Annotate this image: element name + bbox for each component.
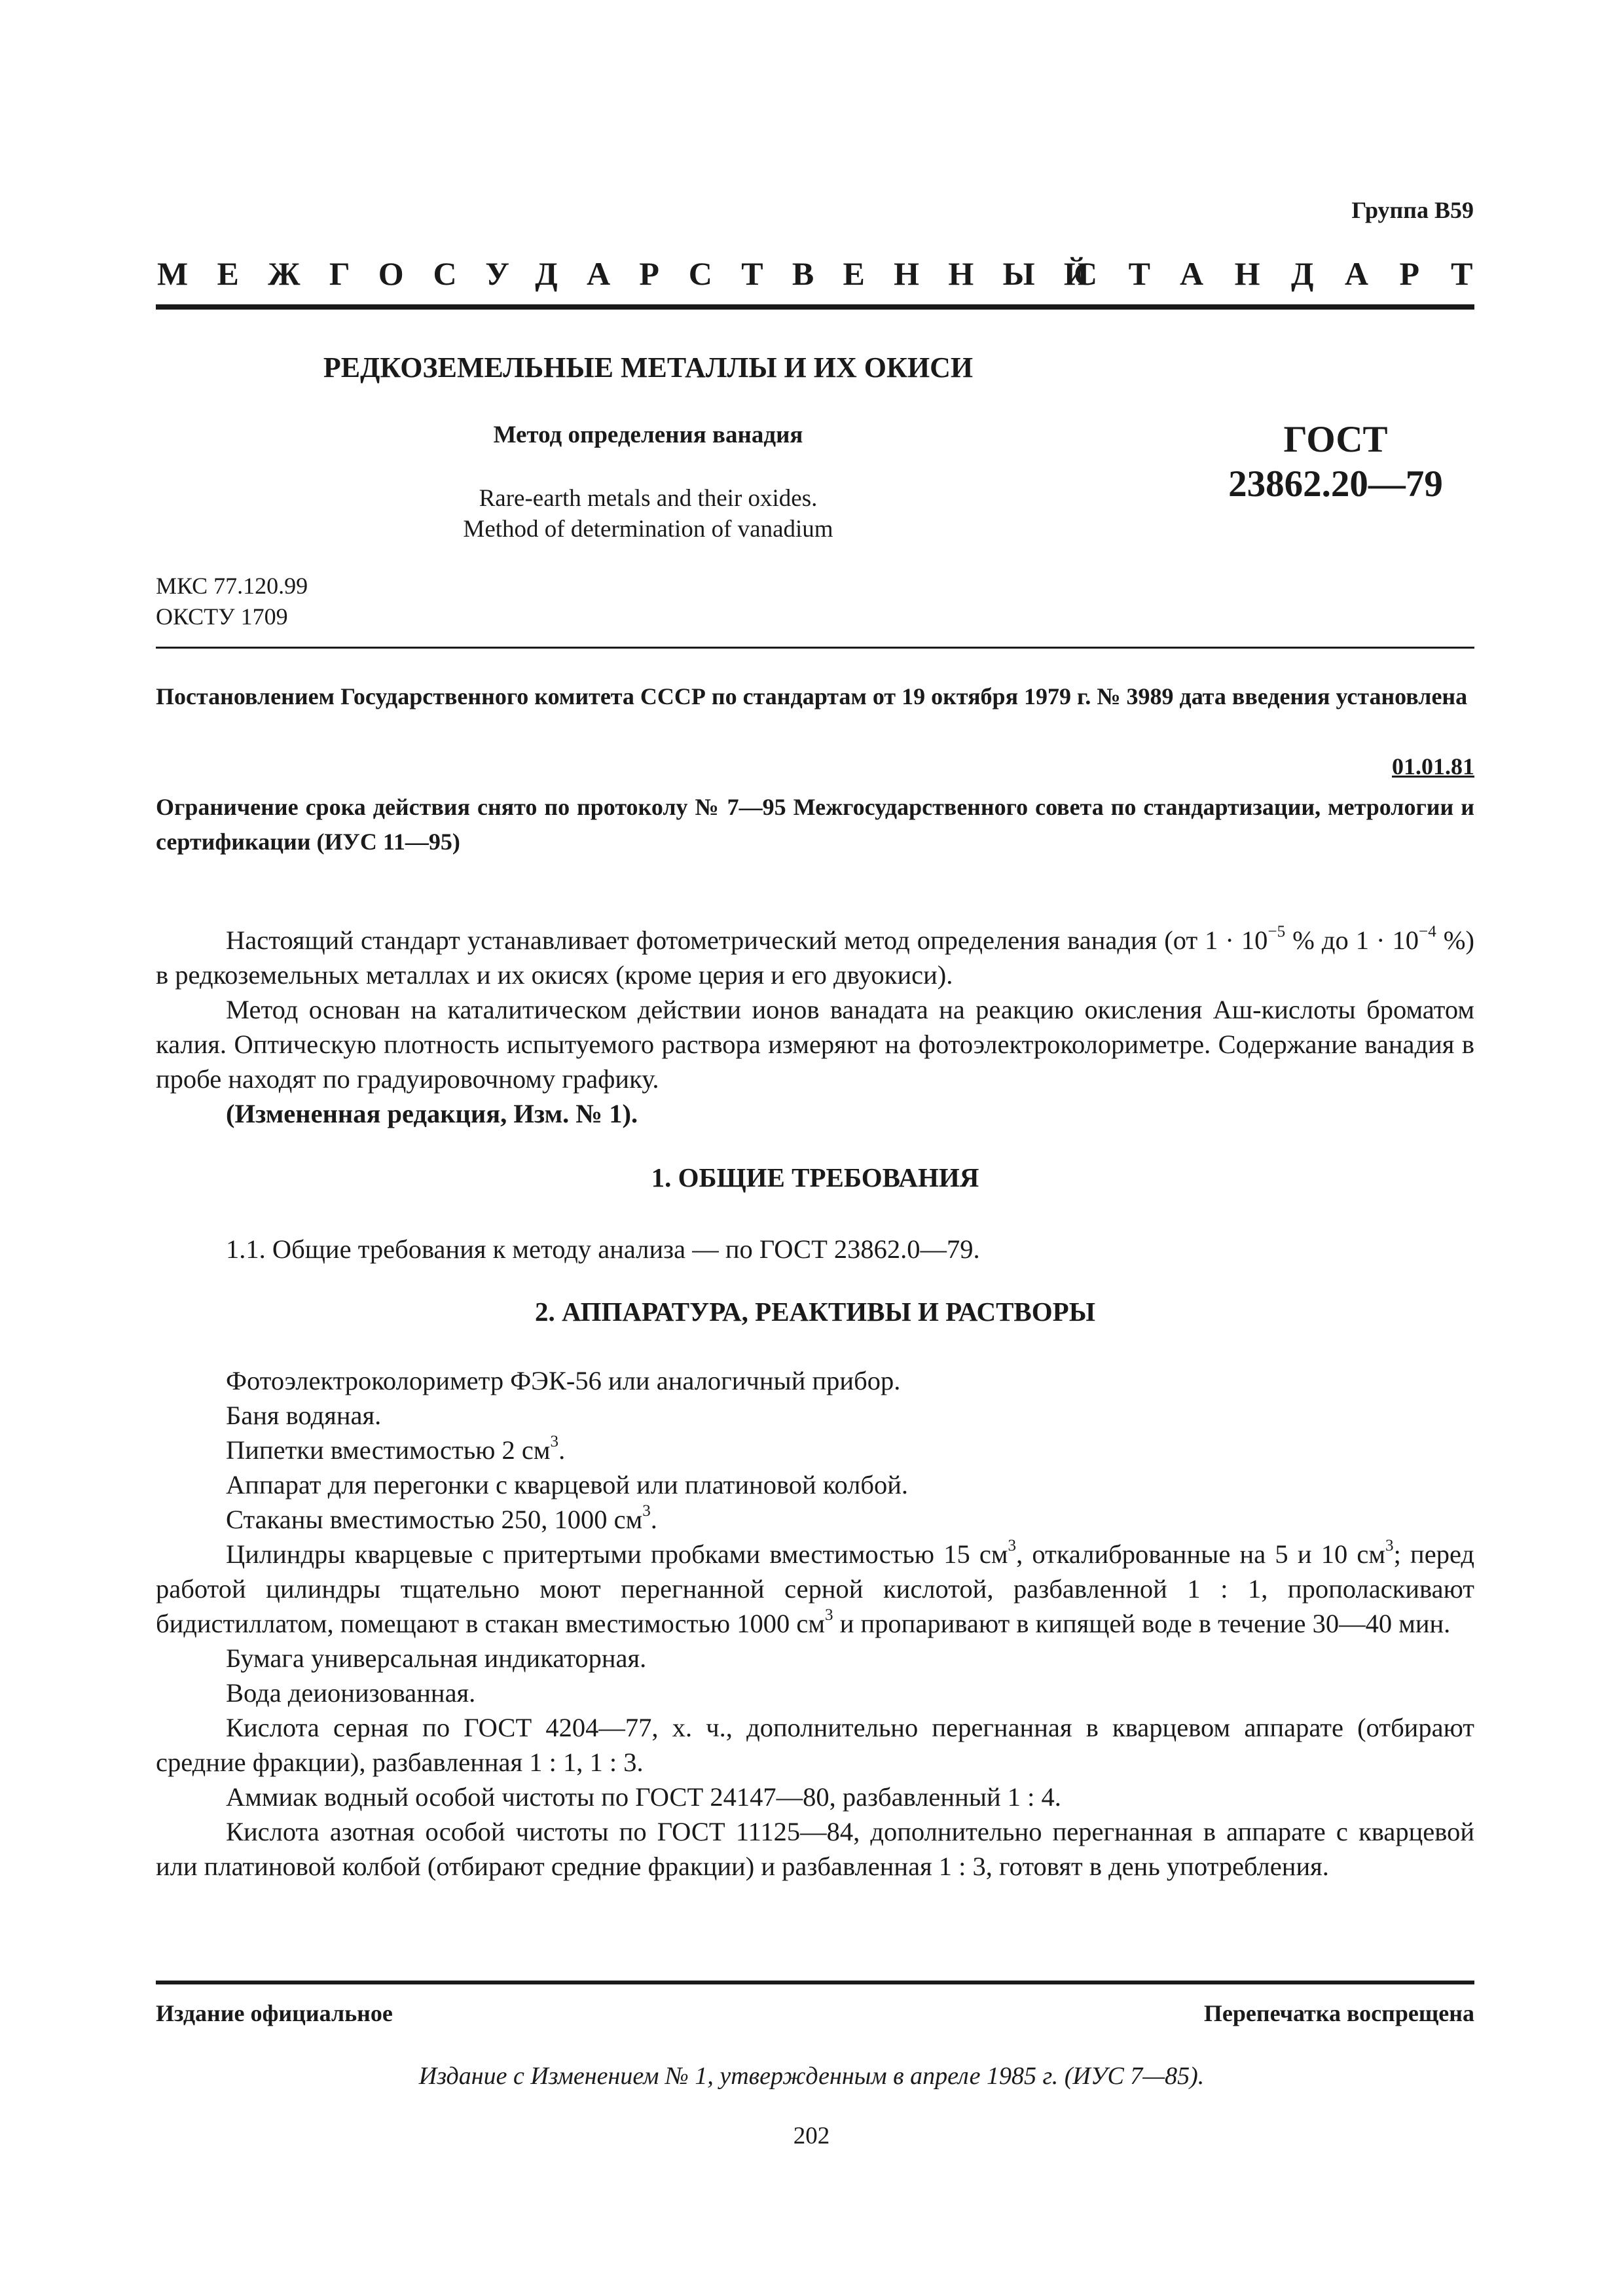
- group-label: Группа В59: [1351, 197, 1474, 223]
- cube-exponent: 3: [825, 1606, 833, 1624]
- introduction-date: 01.01.81: [1392, 753, 1474, 780]
- exponent-1: −5: [1267, 923, 1286, 941]
- english-title-line1: Rare-earth metals and their oxides.: [479, 485, 818, 512]
- limitation-note: Ограничение срока действия снято по протоколу № 7—95 Межгосударственного совета по стандартизации, метрологии и сертификации (ИУС 11—95): [156, 794, 1474, 855]
- clause-1-1: 1.1. Общие требования к методу анализа — по ГОСТ 23862.0—79.: [226, 1234, 980, 1264]
- official-edition-label: Издание официальное: [156, 2000, 393, 2026]
- list-item: [156, 1537, 1474, 1641]
- edition-note: Издание с Изменением № 1, утвержденным в апреле 1985 г. (ИУС 7—85).: [418, 2062, 1205, 2090]
- decree-text: Постановлением Государственного комитета СССР по стандартам от 19 октября 1979 г. № 3989 дата введения установлена: [156, 683, 1468, 709]
- banner-word-standard: СТАНДАРТ: [1074, 255, 1504, 292]
- exponent-2: −4: [1419, 923, 1436, 941]
- document-subtitle: Метод определения ванадия: [493, 422, 803, 448]
- amendment-note: (Измененная редакция, Изм. № 1).: [226, 1099, 638, 1128]
- gost-number: 23862.20—79: [1228, 463, 1443, 505]
- list-item: Аппарат для перегонки с кварцевой или платиновой колбой.: [226, 1470, 909, 1499]
- list-item-text: Цилиндры кварцевые с притертыми пробками вместимостью 15 см: [226, 1539, 1008, 1569]
- reprint-prohibited-label: Перепечатка воспрещена: [1203, 2000, 1474, 2026]
- intro-text-part3: %) в редкоземельных металлах и их окисях (кроме церия и его двуокиси).: [156, 925, 1474, 990]
- intro-section: [156, 923, 1474, 1131]
- list-item-text: .: [650, 1505, 657, 1534]
- page-number: 202: [793, 2123, 830, 2149]
- cube-exponent: 3: [1385, 1537, 1394, 1555]
- list-item-text: ; перед работой цилиндры тщательно моют перегнанной серной кислотой, разбавленной 1 : 1, прополаскивают бидистиллатом, помещают в стакан вместимостью 1000 см: [156, 1539, 1474, 1638]
- document-title: РЕДКОЗЕМЕЛЬНЫЕ МЕТАЛЛЫ И ИХ ОКИСИ: [323, 351, 974, 384]
- list-item-text: Пипетки вместимостью 2 см: [226, 1435, 551, 1465]
- list-item: [156, 1433, 1474, 1467]
- list-item: Кислота серная по ГОСТ 4204—77, х. ч., дополнительно перегнанная в кварцевом аппарате (отбирают средние фракции), разбавленная 1 : 1, 1 : 3.: [156, 1713, 1474, 1777]
- gost-designation: [1165, 418, 1506, 507]
- banner-word-interstate: МЕЖГОСУДАРСТВЕННЫЙ: [157, 255, 1119, 292]
- title-rule: [156, 647, 1474, 649]
- list-item: Аммиак водный особой чистоты по ГОСТ 24147—80, разбавленный 1 : 4.: [226, 1782, 1061, 1812]
- intro-text-part1: Настоящий стандарт устанавливает фотометрический метод определения ванадия (от 1 · 10: [226, 925, 1268, 955]
- list-item-text: Стаканы вместимостью 250, 1000 см: [226, 1505, 643, 1534]
- list-item-text: .: [558, 1435, 566, 1465]
- list-item-text: и пропаривают в кипящей воде в течение 30—40 мин.: [833, 1609, 1451, 1638]
- list-item: Кислота азотная особой чистоты по ГОСТ 11125—84, дополнительно перегнанная в аппарате с кварцевой или платиновой колбой (отбирают средние фракции) и разбавленная 1 : 3, готовят в день употребления.: [156, 1817, 1474, 1881]
- list-item: Баня водяная.: [226, 1401, 382, 1430]
- intro-paragraph-scope: [156, 923, 1474, 992]
- okstu-code: ОКСТУ 1709: [156, 603, 288, 630]
- section-1-body: [156, 1232, 1474, 1266]
- english-title-line2: Method of determination of vanadium: [463, 516, 833, 543]
- cube-exponent: 3: [550, 1433, 559, 1451]
- list-item: Фотоэлектроколориметр ФЭК-56 или аналогичный прибор.: [226, 1366, 901, 1395]
- list-item-text: , откалиброванные на 5 и 10 см: [1016, 1539, 1386, 1569]
- list-item: [156, 1502, 1474, 1537]
- cube-exponent: 3: [1008, 1537, 1017, 1555]
- list-item: Вода деионизованная.: [226, 1678, 476, 1708]
- section-2-body: [156, 1363, 1474, 1884]
- section-1-heading: 1. ОБЩИЕ ТРЕБОВАНИЯ: [651, 1162, 979, 1193]
- gost-label: ГОСТ: [1283, 419, 1388, 460]
- header-rule: [156, 304, 1474, 310]
- section-2-heading: 2. АППАРАТУРА, РЕАКТИВЫ И РАСТВОРЫ: [535, 1297, 1095, 1327]
- english-title: [0, 483, 1296, 545]
- footer-rule: [156, 1981, 1474, 1984]
- list-item: Бумага универсальная индикаторная.: [226, 1643, 647, 1673]
- intro-text-part2: % до 1 · 10: [1285, 925, 1419, 955]
- mks-code: МКС 77.120.99: [156, 573, 308, 599]
- classification-codes: [156, 571, 308, 632]
- intro-paragraph-method: Метод основан на каталитическом действии ионов ванадата на реакцию окисления Аш-кислоты броматом калия. Оптическую плотность испытуемого раствора измеряют на фотоэлектроколориметре. Содержание ванадия в пробе находят по градуировочному графику.: [156, 995, 1474, 1094]
- cube-exponent: 3: [642, 1502, 651, 1520]
